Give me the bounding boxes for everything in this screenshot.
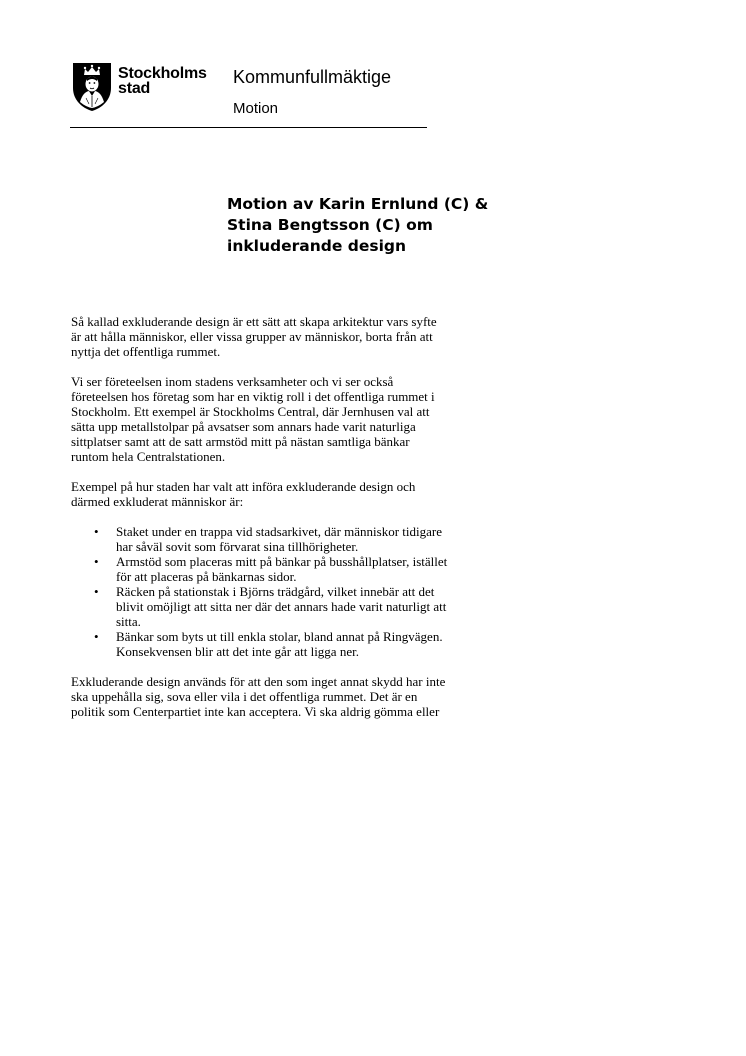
- bullet-icon: •: [94, 554, 99, 569]
- text-line: runtom hela Centralstationen.: [71, 449, 226, 464]
- title-line: Stina Bengtsson (C) om: [227, 216, 433, 234]
- stockholm-crest-icon: [72, 62, 112, 112]
- text-line: Staket under en trappa vid stadsarkivet, där människor tidigare: [116, 524, 442, 539]
- text-line: Konsekvensen blir att det inte går att ligga ner.: [116, 644, 359, 659]
- bullet-list: [71, 524, 516, 659]
- text-line: företeelsen hos företag som har en viktig roll i det offentliga rummet i: [71, 389, 435, 404]
- department-name: Kommunfullmäktige: [233, 67, 392, 87]
- text-line: blivit omöjligt att sitta ner där det annars hade varit naturligt att: [116, 599, 447, 614]
- org-name-line2: stad: [118, 80, 151, 97]
- text-line: har såväl sovit som förvarat sina tillhörigheter.: [116, 539, 359, 554]
- paragraph: [71, 314, 516, 359]
- text-line: sätta upp metallstolpar på avsatser som annars hade varit naturliga: [71, 419, 416, 434]
- document-title: [227, 194, 527, 257]
- list-item: [71, 629, 516, 659]
- text-line: Räcken på stationstak i Björns trädgård, vilket innebär att det: [116, 584, 435, 599]
- bullet-icon: •: [94, 584, 99, 599]
- text-line: därmed exkluderat människor är:: [71, 494, 244, 509]
- text-line: ska uppehålla sig, sova eller vila i det offentliga rummet. Det är en: [71, 689, 418, 704]
- text-line: är att hålla människor, eller vissa grupper av människor, borta från att: [71, 329, 433, 344]
- text-line: Exempel på hur staden har valt att införa exkluderande design och: [71, 479, 416, 494]
- bullet-icon: •: [94, 629, 99, 644]
- paragraph: [71, 674, 516, 719]
- org-name-line1: Stockholms: [118, 65, 207, 82]
- text-line: Så kallad exkluderande design är ett sätt att skapa arkitektur vars syfte: [71, 314, 437, 329]
- paragraph: [71, 479, 516, 509]
- title-line: Motion av Karin Ernlund (C) &: [227, 195, 489, 213]
- header-divider: [70, 127, 427, 128]
- document-type: Motion: [233, 100, 279, 117]
- text-line: nyttja det offentliga rummet.: [71, 344, 221, 359]
- text-line: för att placeras på bänkarnas sidor.: [116, 569, 297, 584]
- text-line: Bänkar som byts ut till enkla stolar, bland annat på Ringvägen.: [116, 629, 443, 644]
- list-item: [71, 554, 516, 584]
- org-name: [118, 66, 207, 96]
- text-line: Armstöd som placeras mitt på bänkar på busshållplatser, istället: [116, 554, 448, 569]
- text-line: sittplatser samt att de satt armstöd mitt på nästan samtliga bänkar: [71, 434, 410, 449]
- text-line: Stockholm. Ett exempel är Stockholms Central, där Jernhusen val att: [71, 404, 430, 419]
- list-item: [71, 584, 516, 629]
- paragraph: [71, 374, 516, 464]
- text-line: Exkluderande design används för att den som inget annat skydd har inte: [71, 674, 446, 689]
- text-line: Vi ser företeelsen inom stadens verksamheter och vi ser också: [71, 374, 394, 389]
- title-line: inkluderande design: [227, 237, 407, 255]
- list-item: [71, 524, 516, 554]
- text-line: sitta.: [116, 614, 141, 629]
- document-body: [71, 314, 516, 734]
- bullet-icon: •: [94, 524, 99, 539]
- text-line: politik som Centerpartiet inte kan acceptera. Vi ska aldrig gömma eller: [71, 704, 440, 719]
